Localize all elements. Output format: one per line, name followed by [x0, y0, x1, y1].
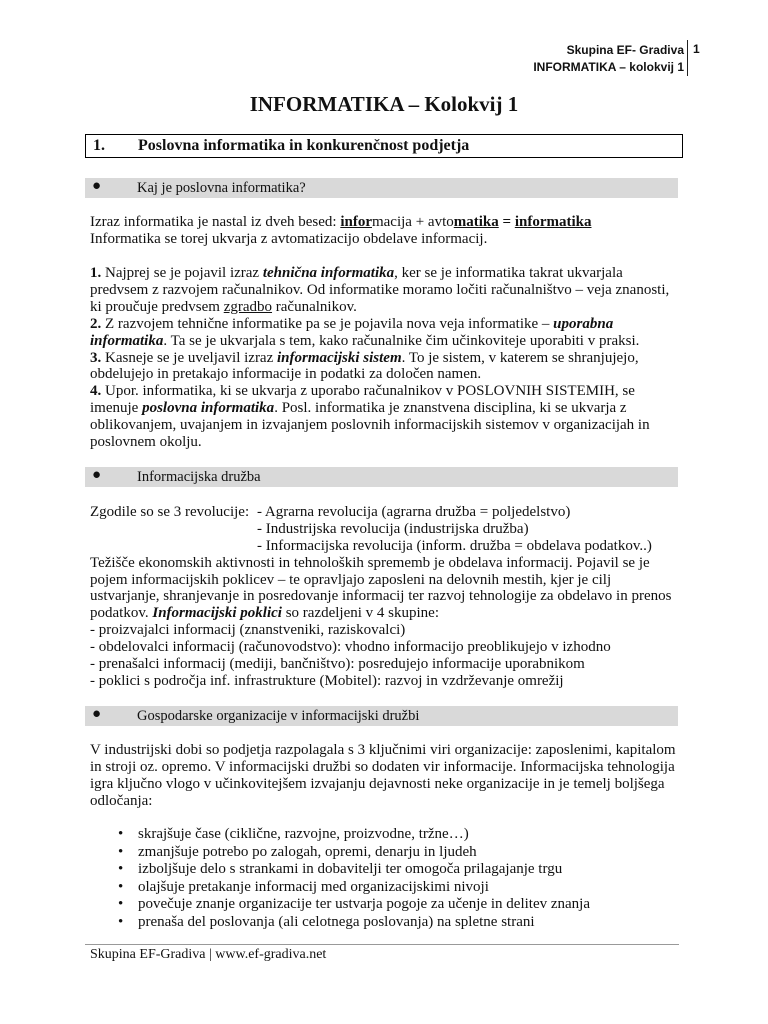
- item-number: 2.: [90, 315, 102, 332]
- list-item: [118, 844, 590, 862]
- list-item: [118, 914, 590, 932]
- professions-paragraph: [90, 555, 680, 623]
- text-run-bold: =: [498, 214, 515, 230]
- text-run-bold-italic: uporabna informatika: [90, 315, 614, 349]
- revolutions-line-2: [90, 521, 680, 538]
- topic-heading-1: [85, 178, 678, 198]
- section-heading: [85, 134, 683, 158]
- text-run-bold: matika: [453, 214, 499, 230]
- profession-group-4: - poklici s področja inf. infrastrukture (Mobitel): razvoj in vzdrževanje omrežij: [90, 673, 564, 690]
- footer-divider: [85, 944, 679, 945]
- topic-heading-2: [85, 467, 678, 487]
- topic-heading-label: Gospodarske organizacije v informacijski družbi: [137, 708, 420, 724]
- page-header: [533, 42, 684, 76]
- text-run: Kasneje se je uveljavil izraz: [101, 349, 278, 366]
- revolutions-line-3: [90, 538, 680, 555]
- list-item: [118, 896, 590, 914]
- bullet-icon: ●: [92, 178, 102, 194]
- text-run-bold: informatika: [514, 214, 592, 230]
- section-number: 1.: [93, 137, 105, 154]
- text-run: so razdeljeni v 4 skupine:: [281, 605, 439, 622]
- history-item-3: [90, 350, 680, 384]
- text-run-bold-italic: poslovna informatika: [142, 400, 275, 417]
- list-item-text: olajšuje pretakanje informacij med organizacijskimi nivoji: [138, 878, 489, 895]
- list-item-text: izboljšuje delo s strankami in dobavitelji ter omogoča prilagajanje trgu: [138, 861, 563, 877]
- revolution-item: - Industrijska revolucija (industrijska družba): [257, 520, 529, 537]
- header-divider: [687, 40, 688, 76]
- page-footer: Skupina EF-Gradiva | www.ef-gradiva.net: [90, 947, 327, 962]
- organizations-paragraph: V industrijski dobi so podjetja razpolagala s 3 ključnimi viri organizacije: zaposlenimi, kapitalom in stroji oz. opremo. V informacijski družbi so dodaten vir informacije. Informacijska tehnologija igra ključno vlogo v učinkovitejšem izvajanju dejavnosti neke organizacije in je temelj boljšega odločanja:: [90, 742, 676, 809]
- history-paragraphs: [90, 265, 680, 451]
- revolution-item: - Informacijska revolucija (inform. družba = obdelava podatkov..): [257, 537, 652, 554]
- text-run: . To je sistem, v katerem se shranjujejo, obdelujejo in pretakajo informacije in podatki za določen namen.: [90, 349, 639, 383]
- text-run: macija + avto: [371, 214, 454, 230]
- bullet-icon: •: [118, 896, 124, 912]
- profession-group-2: - obdelovalci informacij (računovodstvo): vhodno informacijo preoblikujejo v izhodno: [90, 639, 611, 656]
- text-run: . Posl. informatika je znanstvena disciplina, ki se ukvarja z oblikovanjem, uvajanjem in izvajanjem poslovnih informacijskih sistemov v organizacijah in poslovnem okolju.: [90, 400, 650, 451]
- text-run: Zgodile so se 3 revolucije:: [90, 504, 250, 520]
- bullet-icon: •: [118, 878, 124, 895]
- list-item-text: zmanjšuje potrebo po zalogah, opremi, denarju in ljudeh: [138, 843, 477, 860]
- text-run-bold-italic: tehnična informatika: [262, 265, 395, 281]
- item-number: 4.: [90, 383, 102, 400]
- text-run: Upor. informatika, ki se ukvarja z uporabo računalnikov v POSLOVNIH SISTEMIH, se imenuje: [90, 383, 635, 417]
- list-item: [118, 861, 590, 879]
- item-number: 3.: [90, 349, 102, 366]
- history-item-2: [90, 316, 680, 350]
- society-paragraph: [90, 504, 680, 690]
- topic-heading-label: Kaj je poslovna informatika?: [137, 180, 306, 196]
- profession-group-1: - proizvajalci informacij (znanstveniki, raziskovalci): [90, 622, 406, 639]
- header-line-1: Skupina EF- Gradiva: [566, 43, 684, 57]
- page-number: 1: [693, 42, 700, 56]
- bullet-icon: ●: [92, 706, 102, 722]
- benefits-list: [118, 826, 590, 931]
- section-title: Poslovna informatika in konkurenčnost podjetja: [138, 137, 470, 154]
- list-item: [118, 826, 590, 844]
- history-item-1: [90, 265, 680, 316]
- text-run: Najprej se je pojavil izraz: [101, 265, 263, 281]
- bullet-icon: •: [118, 826, 124, 842]
- text-run: . Ta se je ukvarjala s tem, kako računalnike čim učinkoviteje uporabiti v praksi.: [163, 332, 640, 349]
- text-run: računalnikov.: [272, 298, 357, 315]
- text-run: Težišče ekonomskih aktivnosti in tehnoloških sprememb je obdelava informacij. Pojavil se je pojem informacijskih poklicev – te opravljajo zaposleni na delovnih mestih, kjer je cilj ustvarjanje, shranjevanje in posredovanje informacij ter razvoj tehnologije za obdelavo in prenos podatkov.: [90, 554, 672, 622]
- list-item-text: skrajšuje čase (ciklične, razvojne, proizvodne, tržne…): [138, 826, 469, 842]
- list-item-text: povečuje znanje organizacije ter ustvarja pogoje za učenje in delitev znanja: [138, 896, 591, 912]
- bullet-icon: •: [118, 861, 124, 877]
- text-run-bold-italic: informacijski sistem: [277, 349, 402, 366]
- text-run: Izraz informatika je nastal iz dveh besed:: [90, 214, 341, 230]
- list-item-text: prenaša del poslovanja (ali celotnega poslovanja) na spletne strani: [138, 913, 535, 930]
- bullet-icon: ●: [92, 467, 102, 483]
- intro-line-2: Informatika se torej ukvarja z avtomatizacijo obdelave informacij.: [90, 230, 488, 247]
- list-item: [118, 879, 590, 897]
- text-run-bold: infor: [340, 214, 372, 230]
- revolutions-line-1: [90, 504, 680, 521]
- text-run-bold-italic: Informacijski poklici: [152, 605, 282, 622]
- history-item-4: [90, 383, 680, 451]
- text-run: , ker se je informatika takrat ukvarjala predvsem z razvojem računalnikov. Od informatike moramo ločiti računalništvo – veja znanosti, ki proučuje predvsem: [90, 265, 670, 315]
- item-number: 1.: [90, 265, 102, 281]
- bullet-icon: •: [118, 913, 124, 930]
- topic-heading-label: Informacijska družba: [137, 469, 261, 485]
- revolution-item: - Agrarna revolucija (agrarna družba = poljedelstvo): [257, 504, 571, 520]
- intro-paragraph: [90, 214, 680, 248]
- bullet-icon: •: [118, 843, 124, 860]
- topic-heading-3: [85, 706, 678, 726]
- header-line-2: INFORMATIKA – kolokvij 1: [533, 60, 684, 74]
- text-run-underlined: zgradbo: [223, 298, 273, 315]
- document-title: INFORMATIKA – Kolokvij 1: [249, 92, 519, 116]
- profession-group-3: - prenašalci informacij (mediji, bančništvo): posredujejo informacije uporabnikom: [90, 656, 585, 673]
- text-run: Z razvojem tehnične informatike pa se je pojavila nova veja informatike –: [101, 315, 554, 332]
